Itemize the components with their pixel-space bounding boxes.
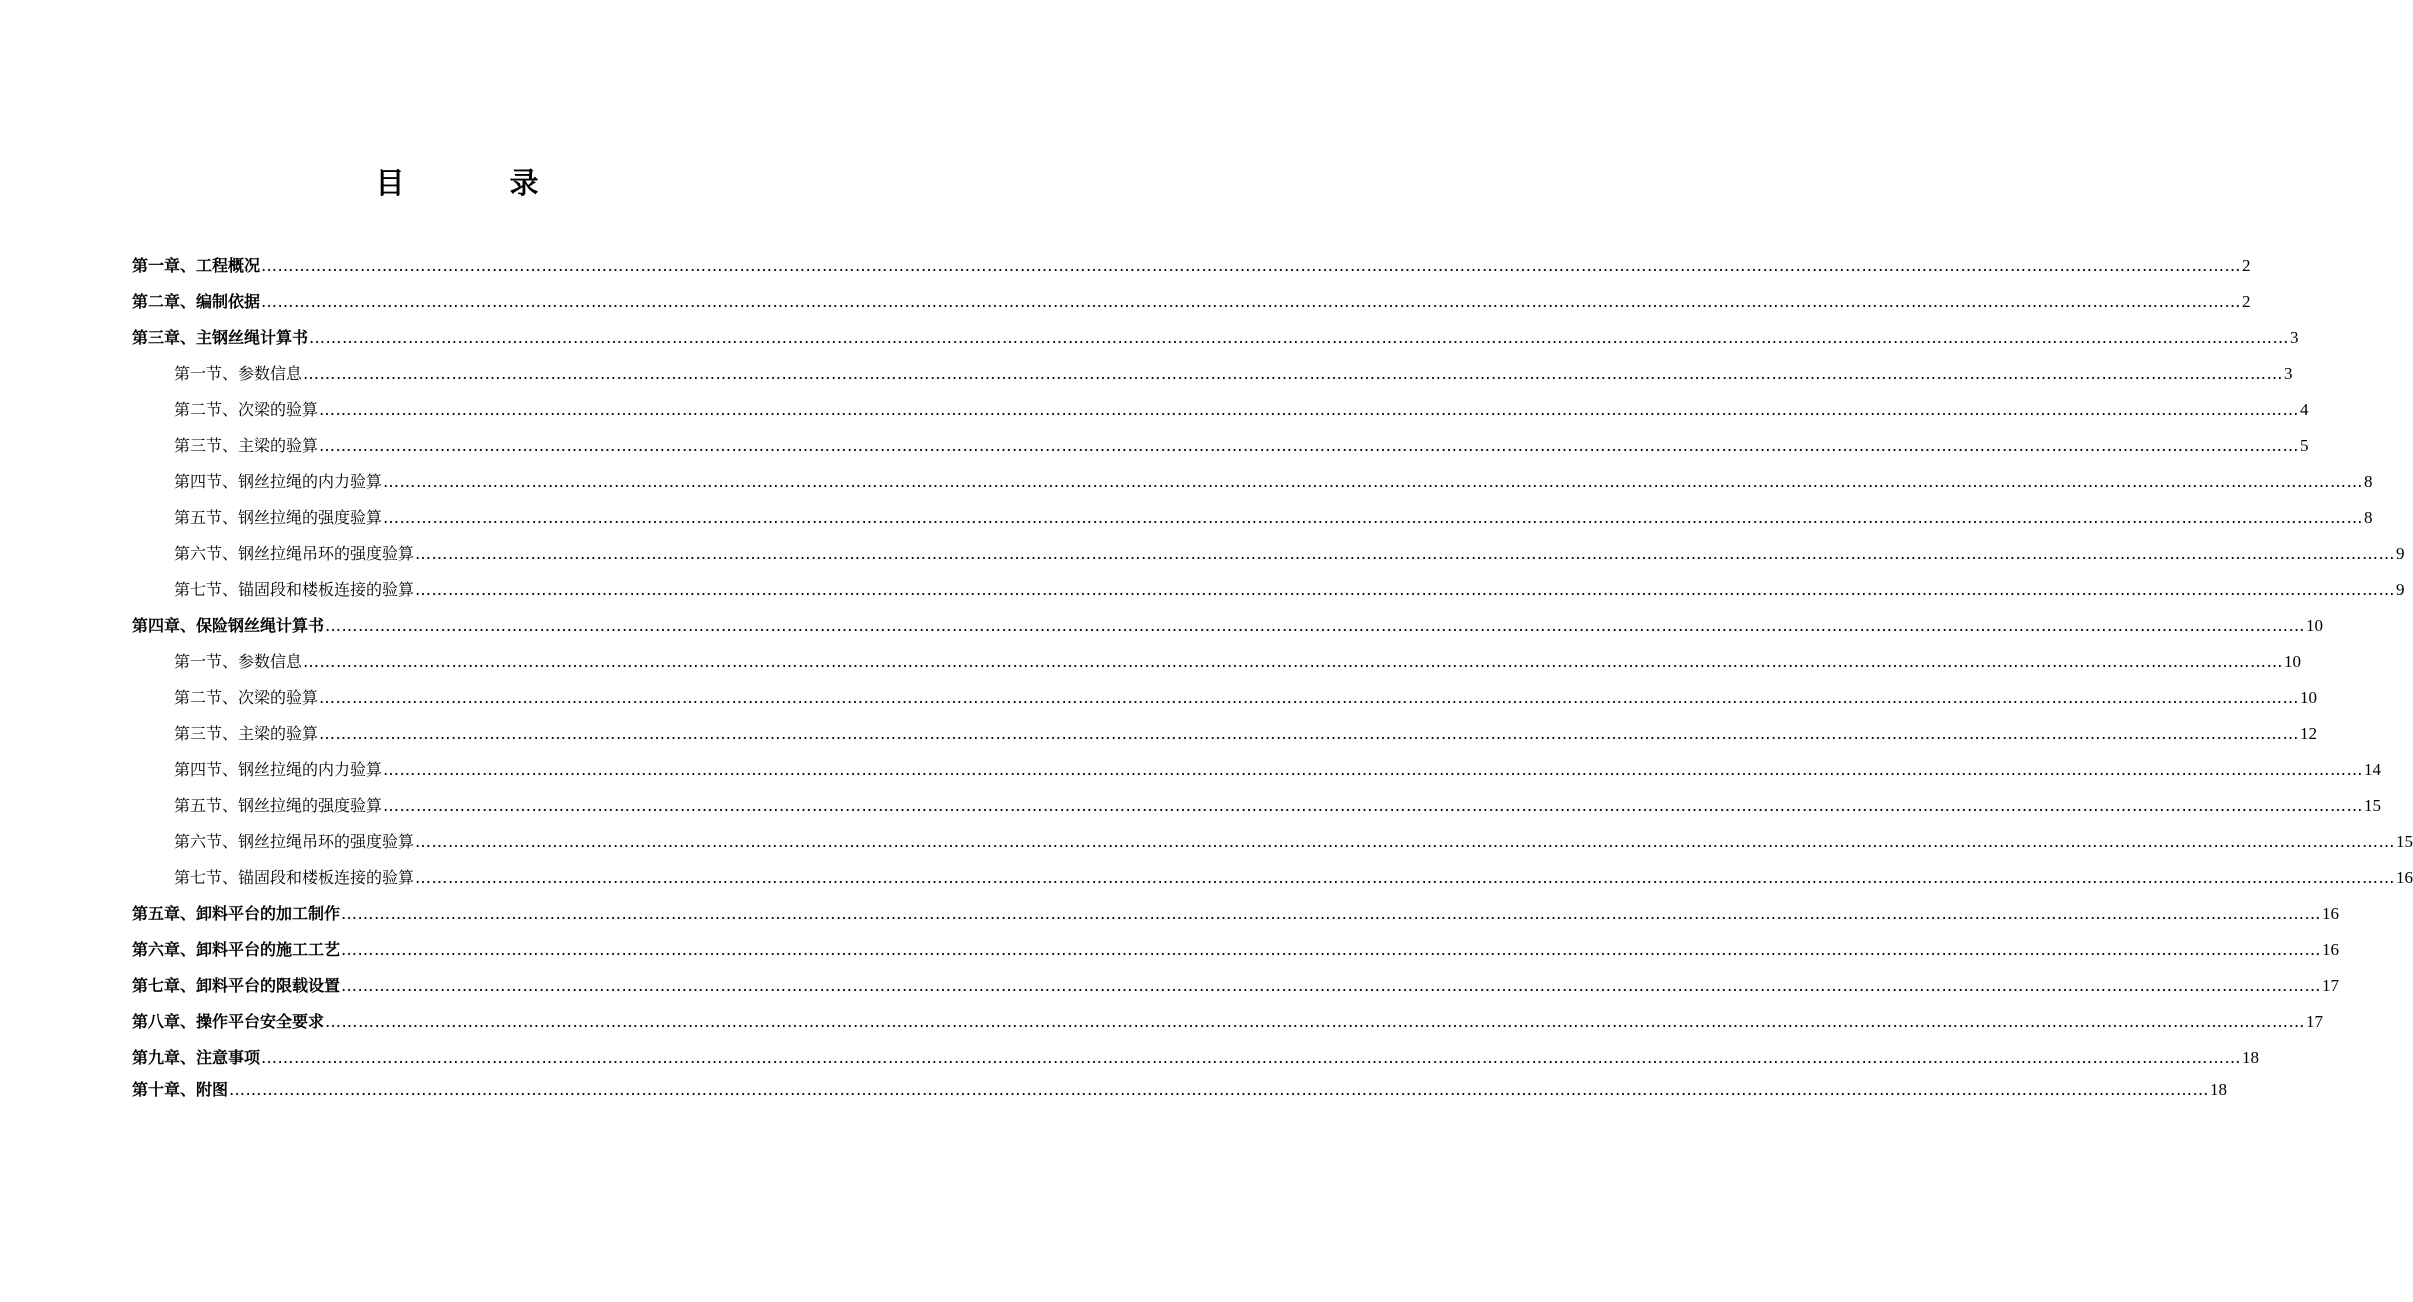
toc-entry-label: 第六节、钢丝拉绳吊环的强度验算 — [174, 544, 415, 563]
dot-leader: ……………………………………………………………………………………………………………………………………………………………………………………………………………………………………………………………………………………………………………………………… — [261, 1048, 2242, 1067]
toc-entry[interactable] — [174, 825, 2413, 853]
toc-entry-label: 第十章、附图 — [132, 1080, 229, 1099]
toc-entry-label: 第三节、主梁的验算 — [174, 436, 319, 455]
toc-entry[interactable] — [132, 933, 2340, 961]
dot-leader: ……………………………………………………………………………………………………………………………………………………………………………………………………………………………………………………………………………………………………………………………… — [383, 796, 2364, 815]
toc-entry-page: 3 — [2284, 364, 2293, 383]
toc-entry-label: 第五章、卸料平台的加工制作 — [132, 904, 341, 923]
toc-entry-label: 第三章、主钢丝绳计算书 — [132, 328, 309, 347]
toc-entry[interactable] — [174, 681, 2318, 709]
toc-entry-label: 第六节、钢丝拉绳吊环的强度验算 — [174, 832, 415, 851]
dot-leader: ……………………………………………………………………………………………………………………………………………………………………………………………………………………………………………………………………………………………………………………………… — [319, 724, 2300, 743]
toc-entry[interactable] — [174, 537, 2405, 565]
toc-entry-page: 12 — [2300, 724, 2318, 743]
dot-leader: ……………………………………………………………………………………………………………………………………………………………………………………………………………………………………………………………………………………………………………………………… — [309, 328, 2290, 347]
toc-entry-label: 第八章、操作平台安全要求 — [132, 1012, 325, 1031]
dot-leader: ……………………………………………………………………………………………………………………………………………………………………………………………………………………………………………………………………………………………………………………………… — [341, 940, 2322, 959]
dot-leader: ……………………………………………………………………………………………………………………………………………………………………………………………………………………………………………………………………………………………………………………………… — [303, 364, 2284, 383]
toc-entry[interactable] — [132, 897, 2340, 925]
toc-entry-page: 9 — [2396, 580, 2405, 599]
toc-entry-page: 17 — [2306, 1012, 2324, 1031]
toc-entry-page: 5 — [2300, 436, 2309, 455]
toc-entry-page: 10 — [2306, 616, 2324, 635]
toc-entry-label: 第五节、钢丝拉绳的强度验算 — [174, 508, 383, 527]
toc-entry[interactable] — [174, 573, 2405, 601]
dot-leader: ……………………………………………………………………………………………………………………………………………………………………………………………………………………………………………………………………………………………………………………………… — [415, 544, 2396, 563]
dot-leader: ……………………………………………………………………………………………………………………………………………………………………………………………………………………………………………………………………………………………………………………………… — [383, 508, 2364, 527]
toc-entry-page: 16 — [2322, 940, 2340, 959]
dot-leader: ……………………………………………………………………………………………………………………………………………………………………………………………………………………………………………………………………………………………………………………………… — [341, 976, 2322, 995]
toc-entry-label: 第一章、工程概况 — [132, 256, 261, 275]
toc-entry[interactable] — [174, 753, 2382, 781]
toc-entry-label: 第七章、卸料平台的限载设置 — [132, 976, 341, 995]
toc-entry[interactable] — [132, 1041, 2260, 1069]
toc-entry-page: 8 — [2364, 472, 2373, 491]
dot-leader: ……………………………………………………………………………………………………………………………………………………………………………………………………………………………………………………………………………………………………………………………… — [341, 904, 2322, 923]
toc-entry[interactable] — [132, 969, 2340, 997]
toc-entry-page: 16 — [2322, 904, 2340, 923]
toc-entry[interactable] — [174, 645, 2302, 673]
toc-entry[interactable] — [132, 1073, 2228, 1101]
toc-entry-label: 第二章、编制依据 — [132, 292, 261, 311]
toc-entry-label: 第一节、参数信息 — [174, 652, 303, 671]
toc-entry-page: 15 — [2364, 796, 2382, 815]
dot-leader: ……………………………………………………………………………………………………………………………………………………………………………………………………………………………………………………………………………………………………………………………… — [383, 760, 2364, 779]
toc-entry-label: 第七节、锚固段和楼板连接的验算 — [174, 580, 415, 599]
toc-entry-label: 第四节、钢丝拉绳的内力验算 — [174, 760, 383, 779]
toc-entry[interactable] — [174, 717, 2318, 745]
toc-entry-label: 第一节、参数信息 — [174, 364, 303, 383]
toc-entry-page: 2 — [2242, 292, 2251, 311]
dot-leader: ……………………………………………………………………………………………………………………………………………………………………………………………………………………………………………………………………………………………………………………………… — [415, 868, 2396, 887]
toc-entry-label: 第六章、卸料平台的施工工艺 — [132, 940, 341, 959]
dot-leader: ……………………………………………………………………………………………………………………………………………………………………………………………………………………………………………………………………………………………………………………………… — [319, 436, 2300, 455]
toc-entry-page: 8 — [2364, 508, 2373, 527]
toc-entry-page: 14 — [2364, 760, 2382, 779]
dot-leader: ……………………………………………………………………………………………………………………………………………………………………………………………………………………………………………………………………………………………………………………………… — [319, 688, 2300, 707]
toc-entry[interactable] — [174, 429, 2309, 457]
toc-entry-label: 第五节、钢丝拉绳的强度验算 — [174, 796, 383, 815]
toc-entry-page: 17 — [2322, 976, 2340, 995]
toc-entry[interactable] — [174, 501, 2373, 529]
dot-leader: ……………………………………………………………………………………………………………………………………………………………………………………………………………………………………………………………………………………………………………………………… — [415, 832, 2396, 851]
toc-entry[interactable] — [174, 465, 2373, 493]
toc-entry-page: 3 — [2290, 328, 2299, 347]
toc-entry[interactable] — [174, 357, 2293, 385]
dot-leader: ……………………………………………………………………………………………………………………………………………………………………………………………………………………………………………………………………………………………………………………………… — [325, 616, 2306, 635]
dot-leader: ……………………………………………………………………………………………………………………………………………………………………………………………………………………………………………………………………………………………………………………………… — [319, 400, 2300, 419]
page-title: 目 录 — [375, 166, 577, 200]
dot-leader: ……………………………………………………………………………………………………………………………………………………………………………………………………………………………………………………………………………………………………………………………… — [261, 256, 2242, 275]
toc-entry-page: 10 — [2300, 688, 2318, 707]
toc-entry[interactable] — [174, 861, 2413, 889]
toc-entry-page: 15 — [2396, 832, 2413, 851]
toc-entry-page: 16 — [2396, 868, 2413, 887]
toc-entry[interactable] — [132, 285, 2251, 313]
toc-entry-label: 第二节、次梁的验算 — [174, 400, 319, 419]
toc-entry-label: 第二节、次梁的验算 — [174, 688, 319, 707]
toc-entry-label: 第四节、钢丝拉绳的内力验算 — [174, 472, 383, 491]
toc-entry[interactable] — [132, 609, 2324, 637]
dot-leader: ……………………………………………………………………………………………………………………………………………………………………………………………………………………………………………………………………………………………………………………………… — [415, 580, 2396, 599]
toc-entry-label: 第七节、锚固段和楼板连接的验算 — [174, 868, 415, 887]
toc-entry[interactable] — [132, 249, 2251, 277]
toc-entry[interactable] — [174, 789, 2382, 817]
toc-entry-label: 第三节、主梁的验算 — [174, 724, 319, 743]
toc-entry-page: 10 — [2284, 652, 2302, 671]
dot-leader: ……………………………………………………………………………………………………………………………………………………………………………………………………………………………………………………………………………………………………………………………… — [325, 1012, 2306, 1031]
dot-leader: ……………………………………………………………………………………………………………………………………………………………………………………………………………………………………………………………………………………………………………………………… — [303, 652, 2284, 671]
toc-entry-label: 第九章、注意事项 — [132, 1048, 261, 1067]
dot-leader: ……………………………………………………………………………………………………………………………………………………………………………………………………………………………………………………………………………………………………………………………… — [383, 472, 2364, 491]
toc-entry-page: 9 — [2396, 544, 2405, 563]
dot-leader: ……………………………………………………………………………………………………………………………………………………………………………………………………………………………………………………………………………………………………………………………… — [229, 1080, 2210, 1099]
toc-entry-page: 18 — [2242, 1048, 2260, 1067]
toc-entry[interactable] — [174, 393, 2309, 421]
toc-entry-page: 4 — [2300, 400, 2309, 419]
toc-entry-page: 2 — [2242, 256, 2251, 275]
toc-entry-label: 第四章、保险钢丝绳计算书 — [132, 616, 325, 635]
dot-leader: ……………………………………………………………………………………………………………………………………………………………………………………………………………………………………………………………………………………………………………………………… — [261, 292, 2242, 311]
toc-entry[interactable] — [132, 1005, 2324, 1033]
toc-entry[interactable] — [132, 321, 2299, 349]
toc-entry-page: 18 — [2210, 1080, 2228, 1099]
